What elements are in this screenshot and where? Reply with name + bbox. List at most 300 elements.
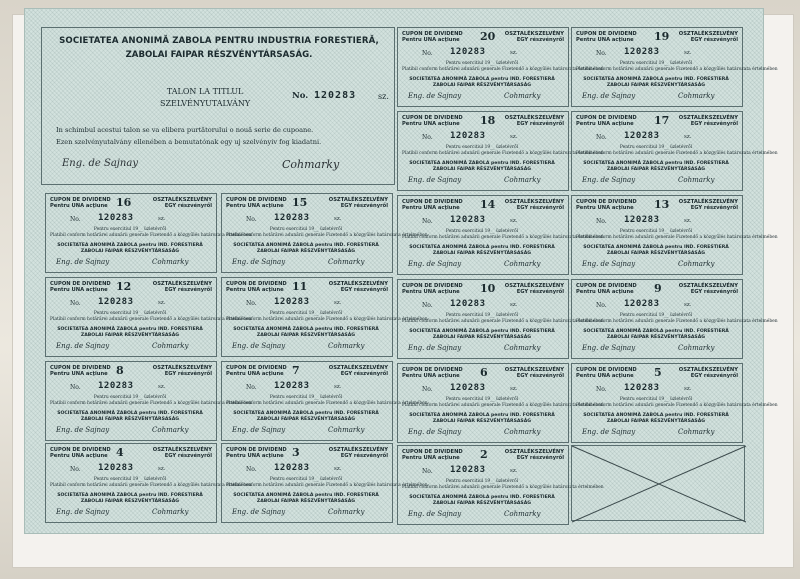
coupon-signature-1: Eng. de Sajnay	[232, 508, 286, 516]
coupon-payable-line: Platibil conform hotărârei adunării generale Fizetendő a közgyűlés határozata értelmében	[226, 401, 428, 406]
coupon-header-ro-line2: Pentru UNA acţiune	[226, 203, 284, 209]
coupon-payable-line: Platibil conform hotărârei adunării generale Fizetendő a közgyűlés határozata értelmében	[402, 485, 604, 490]
coupon-company-hu: ZABOLAI FAIPAR RÉSZVÉNYTÁRSASÁG	[256, 249, 356, 254]
coupon-serial-number: 120283	[624, 299, 660, 309]
coupon-header-ro-line1: CUPON DE DIVIDEND	[402, 199, 463, 205]
coupon-header-hu-line2: EGY részvényről	[690, 373, 738, 379]
coupon-payable-line: Platibil conform hotărârei adunării generale Fizetendő a közgyűlés határozata értelmében	[402, 67, 604, 72]
coupon-header-hu-line2: EGY részvényről	[340, 287, 388, 293]
coupon-number: 10	[480, 282, 496, 295]
coupon-header-hu	[153, 197, 212, 209]
coupon-exercise-line: Pentru exercitiul 19__ üzletévről	[619, 61, 693, 66]
coupon-header-hu-line2: EGY részvényről	[164, 453, 212, 459]
coupon-header-hu-line2: EGY részvényről	[340, 453, 388, 459]
coupon-sz: sz.	[684, 302, 692, 308]
coupon-company-hu: ZABOLAI FAIPAR RÉSZVÉNYTÁRSASÁG	[432, 167, 532, 172]
coupon-company-hu: ZABOLAI FAIPAR RÉSZVÉNYTÁRSASÁG	[432, 335, 532, 340]
coupon-number: 3	[292, 446, 300, 459]
coupon-header-hu-line2: EGY részvényről	[516, 205, 564, 211]
coupon-header-ro-line2: Pentru UNA acţiune	[576, 37, 634, 43]
coupon-payable-line: Platibil conform hotărârei adunării generale Fizetendő a közgyűlés határozata értelmében	[226, 483, 428, 488]
coupon-header-hu	[679, 283, 738, 295]
coupon-sz: sz.	[158, 216, 166, 222]
coupon-signature-1: Eng. de Sajnay	[56, 426, 110, 434]
coupon-company-ro: SOCIETATEA ANONIMĂ ZABOLA pentru IND. FORESTIERĂ	[233, 411, 379, 416]
coupon-exercise-line: Pentru exercitiul 19__ üzletévről	[445, 397, 519, 402]
coupon-sz: sz.	[334, 384, 342, 390]
coupon-serial-number: 120283	[450, 465, 486, 475]
coupon-header-hu-line1: OSZTALÉKSZELVÉNY	[504, 367, 564, 373]
coupon-signature-1: Eng. de Sajnay	[232, 342, 286, 350]
coupon-header-hu-line1: OSZTALÉKSZELVÉNY	[504, 115, 564, 121]
coupon-header-hu	[329, 365, 388, 377]
coupon-signature-2: Cohmarky	[678, 92, 715, 100]
coupon-header-ro	[402, 283, 463, 295]
coupon-header-hu-line1: OSZTALÉKSZELVÉNY	[504, 449, 564, 455]
coupon-header-ro	[50, 365, 111, 377]
talon-text-ro: In schimbul acestui talon se va elibera purtătorului o nouă serie de cupoane.	[56, 126, 314, 134]
coupon-header-ro	[576, 115, 637, 127]
coupon-number: 13	[654, 198, 670, 211]
coupon-no-label: No.	[422, 218, 433, 225]
coupon-header-ro	[576, 283, 637, 295]
coupon-signature-1: Eng. de Sajnay	[408, 260, 462, 268]
coupon-header-ro-line2: Pentru UNA acţiune	[402, 205, 460, 211]
coupon-company-ro: SOCIETATEA ANONIMĂ ZABOLA pentru IND. FORESTIERĂ	[409, 329, 555, 334]
coupon-signature-1: Eng. de Sajnay	[582, 92, 636, 100]
coupon-header-hu-line2: EGY részvényről	[164, 287, 212, 293]
coupon-header-ro-line2: Pentru UNA acţiune	[576, 121, 634, 127]
coupon-signature-1: Eng. de Sajnay	[232, 426, 286, 434]
coupon-header-ro-line2: Pentru UNA acţiune	[402, 455, 460, 461]
coupon-14	[397, 195, 604, 275]
coupon-number: 7	[292, 364, 300, 377]
coupon-no-label: No.	[596, 50, 607, 57]
coupon-number: 6	[480, 366, 488, 379]
talon-serial-number: 120283	[314, 90, 357, 101]
coupon-serial-number: 120283	[450, 131, 486, 141]
coupon-header-hu-line1: OSZTALÉKSZELVÉNY	[152, 281, 212, 287]
coupon-company-hu: ZABOLAI FAIPAR RÉSZVÉNYTÁRSASÁG	[606, 83, 706, 88]
coupon-header-hu-line1: OSZTALÉKSZELVÉNY	[328, 197, 388, 203]
coupon-header-hu-line1: OSZTALÉKSZELVÉNY	[152, 365, 212, 371]
coupon-no-label: No.	[70, 216, 81, 223]
coupon-serial-number: 120283	[274, 381, 310, 391]
coupon-payable-line: Platibil conform hotărârei adunării generale Fizetendő a közgyűlés határozata értelmében	[50, 401, 252, 406]
coupon-company-ro: SOCIETATEA ANONIMĂ ZABOLA pentru IND. FORESTIERĂ	[583, 161, 729, 166]
coupon-header-hu-line1: OSZTALÉKSZELVÉNY	[678, 115, 738, 121]
void-cancelled-box	[571, 445, 745, 521]
coupon-sz: sz.	[510, 386, 518, 392]
coupon-signature-1: Eng. de Sajnay	[56, 258, 110, 266]
coupon-exercise-line: Pentru exercitiul 19__ üzletévről	[619, 397, 693, 402]
coupon-company-hu: ZABOLAI FAIPAR RÉSZVÉNYTÁRSASÁG	[606, 167, 706, 172]
coupon-sz: sz.	[510, 302, 518, 308]
coupon-signature-1: Eng. de Sajnay	[408, 510, 462, 518]
coupon-header-hu	[329, 447, 388, 459]
coupon-header-ro-line1: CUPON DE DIVIDEND	[576, 283, 637, 289]
coupon-header-ro	[226, 365, 287, 377]
coupon-header-hu-line2: EGY részvényről	[516, 37, 564, 43]
coupon-header-ro	[402, 449, 463, 461]
coupon-header-hu-line2: EGY részvényről	[516, 455, 564, 461]
coupon-company-ro: SOCIETATEA ANONIMĂ ZABOLA pentru IND. FORESTIERĂ	[233, 493, 379, 498]
coupon-header-ro-line1: CUPON DE DIVIDEND	[50, 197, 111, 203]
coupon-signature-2: Cohmarky	[152, 342, 189, 350]
coupon-company-ro: SOCIETATEA ANONIMĂ ZABOLA pentru IND. FORESTIERĂ	[583, 245, 729, 250]
coupon-signature-1: Eng. de Sajnay	[56, 508, 110, 516]
coupon-signature-2: Cohmarky	[678, 176, 715, 184]
coupon-no-label: No.	[70, 384, 81, 391]
coupon-sz: sz.	[510, 218, 518, 224]
coupon-header-hu	[329, 281, 388, 293]
coupon-company-ro: SOCIETATEA ANONIMĂ ZABOLA pentru IND. FORESTIERĂ	[409, 77, 555, 82]
coupon-exercise-line: Pentru exercitiul 19__ üzletévről	[93, 395, 167, 400]
coupon-signature-2: Cohmarky	[678, 428, 715, 436]
coupon-company-ro: SOCIETATEA ANONIMĂ ZABOLA pentru IND. FORESTIERĂ	[57, 493, 203, 498]
coupon-company-hu: ZABOLAI FAIPAR RÉSZVÉNYTÁRSASÁG	[80, 417, 180, 422]
coupon-signature-2: Cohmarky	[328, 342, 365, 350]
coupon-header-ro-line1: CUPON DE DIVIDEND	[576, 367, 637, 373]
coupon-header-hu-line1: OSZTALÉKSZELVÉNY	[678, 199, 738, 205]
coupon-header-ro	[226, 447, 287, 459]
coupon-exercise-line: Pentru exercitiul 19__ üzletévről	[445, 313, 519, 318]
coupon-serial-number: 120283	[450, 383, 486, 393]
talon-signature-1: Eng. de Sajnay	[62, 158, 138, 169]
coupon-7	[221, 361, 428, 441]
coupon-number: 16	[116, 196, 132, 209]
coupon-company-hu: ZABOLAI FAIPAR RÉSZVÉNYTÁRSASÁG	[80, 249, 180, 254]
coupon-header-ro-line2: Pentru UNA acţiune	[576, 205, 634, 211]
coupon-header-ro	[402, 367, 463, 379]
coupon-payable-line: Platibil conform hotărârei adunării generale Fizetendő a közgyűlés határozata értelmében	[402, 403, 604, 408]
coupon-header-hu-line1: OSZTALÉKSZELVÉNY	[328, 365, 388, 371]
coupon-header-hu	[505, 283, 564, 295]
coupon-signature-1: Eng. de Sajnay	[56, 342, 110, 350]
coupon-company-hu: ZABOLAI FAIPAR RÉSZVÉNYTÁRSASÁG	[432, 419, 532, 424]
coupon-sz: sz.	[158, 466, 166, 472]
coupon-no-label: No.	[596, 134, 607, 141]
coupon-exercise-line: Pentru exercitiul 19__ üzletévről	[619, 313, 693, 318]
coupon-header-hu-line2: EGY részvényről	[690, 37, 738, 43]
coupon-number: 8	[116, 364, 124, 377]
coupon-payable-line: Platibil conform hotărârei adunării generale Fizetendő a közgyűlés határozata értelmében	[226, 233, 428, 238]
coupon-exercise-line: Pentru exercitiul 19__ üzletévről	[269, 311, 343, 316]
coupon-header-ro	[576, 199, 637, 211]
coupon-sz: sz.	[158, 300, 166, 306]
coupon-company-ro: SOCIETATEA ANONIMĂ ZABOLA pentru IND. FORESTIERĂ	[409, 495, 555, 500]
coupon-header-ro-line1: CUPON DE DIVIDEND	[402, 31, 463, 37]
coupon-header-ro-line2: Pentru UNA acţiune	[402, 289, 460, 295]
coupon-serial-number: 120283	[98, 381, 134, 391]
coupon-header-ro-line1: CUPON DE DIVIDEND	[226, 197, 287, 203]
talon-block	[41, 27, 395, 185]
coupon-company-hu: ZABOLAI FAIPAR RÉSZVÉNYTÁRSASÁG	[256, 333, 356, 338]
coupon-number: 17	[654, 114, 670, 127]
coupon-serial-number: 120283	[624, 215, 660, 225]
coupon-payable-line: Platibil conform hotărârei adunării generale Fizetendő a közgyűlés határozata értelmében	[576, 151, 778, 156]
coupon-header-hu-line2: EGY részvényről	[164, 371, 212, 377]
coupon-company-ro: SOCIETATEA ANONIMĂ ZABOLA pentru IND. FORESTIERĂ	[409, 413, 555, 418]
coupon-header-ro	[576, 367, 637, 379]
coupon-signature-2: Cohmarky	[504, 428, 541, 436]
coupon-no-label: No.	[422, 468, 433, 475]
talon-title-hu: SZELVÉNYUTALVÁNY	[160, 99, 251, 108]
coupon-no-label: No.	[422, 50, 433, 57]
coupon-header-hu-line2: EGY részvényről	[340, 203, 388, 209]
coupon-header-hu	[153, 447, 212, 459]
coupon-signature-2: Cohmarky	[678, 260, 715, 268]
coupon-sz: sz.	[684, 134, 692, 140]
coupon-signature-2: Cohmarky	[152, 426, 189, 434]
coupon-header-hu-line1: OSZTALÉKSZELVÉNY	[328, 447, 388, 453]
coupon-sz: sz.	[510, 134, 518, 140]
talon-title-ro: TALON LA TITLUL	[166, 87, 244, 96]
coupon-number: 15	[292, 196, 308, 209]
coupon-9	[571, 279, 778, 359]
coupon-company-hu: ZABOLAI FAIPAR RÉSZVÉNYTÁRSASÁG	[606, 335, 706, 340]
coupon-header-ro-line2: Pentru UNA acţiune	[50, 453, 108, 459]
coupon-signature-1: Eng. de Sajnay	[582, 176, 636, 184]
coupon-number: 12	[116, 280, 132, 293]
company-name-hu: ZABOLAI FAIPAR RÉSZVÉNYTÁRSASÁG.	[125, 50, 313, 60]
coupon-payable-line: Platibil conform hotărârei adunării generale Fizetendő a közgyűlés határozata értelmében	[402, 235, 604, 240]
coupon-signature-1: Eng. de Sajnay	[408, 428, 462, 436]
coupon-signature-2: Cohmarky	[504, 344, 541, 352]
coupon-header-hu-line2: EGY részvényről	[516, 121, 564, 127]
coupon-header-ro	[50, 281, 111, 293]
coupon-header-ro	[402, 115, 463, 127]
coupon-exercise-line: Pentru exercitiul 19__ üzletévről	[269, 395, 343, 400]
coupon-sz: sz.	[684, 386, 692, 392]
coupon-payable-line: Platibil conform hotărârei adunării generale Fizetendő a közgyűlés határozata értelmében	[576, 403, 778, 408]
coupon-header-hu-line2: EGY részvényről	[690, 289, 738, 295]
coupon-header-ro-line1: CUPON DE DIVIDEND	[226, 281, 287, 287]
coupon-payable-line: Platibil conform hotărârei adunării generale Fizetendő a közgyűlés határozata értelmében	[576, 319, 778, 324]
coupon-number: 20	[480, 30, 496, 43]
coupon-company-ro: SOCIETATEA ANONIMĂ ZABOLA pentru IND. FORESTIERĂ	[57, 243, 203, 248]
coupon-company-hu: ZABOLAI FAIPAR RÉSZVÉNYTÁRSASÁG	[256, 499, 356, 504]
coupon-header-ro-line1: CUPON DE DIVIDEND	[402, 449, 463, 455]
coupon-header-ro-line2: Pentru UNA acţiune	[576, 289, 634, 295]
coupon-5	[571, 363, 778, 443]
coupon-header-ro-line1: CUPON DE DIVIDEND	[50, 365, 111, 371]
coupon-signature-2: Cohmarky	[328, 426, 365, 434]
coupon-header-ro-line1: CUPON DE DIVIDEND	[402, 283, 463, 289]
coupon-sz: sz.	[510, 468, 518, 474]
coupon-no-label: No.	[246, 384, 257, 391]
coupon-company-hu: ZABOLAI FAIPAR RÉSZVÉNYTÁRSASÁG	[606, 419, 706, 424]
coupon-company-hu: ZABOLAI FAIPAR RÉSZVÉNYTÁRSASÁG	[80, 333, 180, 338]
coupon-no-label: No.	[596, 386, 607, 393]
coupon-company-ro: SOCIETATEA ANONIMĂ ZABOLA pentru IND. FORESTIERĂ	[57, 327, 203, 332]
coupon-header-hu	[153, 365, 212, 377]
coupon-header-hu-line1: OSZTALÉKSZELVÉNY	[504, 283, 564, 289]
coupon-signature-2: Cohmarky	[152, 258, 189, 266]
coupon-17	[571, 111, 778, 191]
coupon-signature-1: Eng. de Sajnay	[408, 92, 462, 100]
coupon-serial-number: 120283	[98, 463, 134, 473]
coupon-company-hu: ZABOLAI FAIPAR RÉSZVÉNYTÁRSASÁG	[606, 251, 706, 256]
coupon-header-hu	[679, 31, 738, 43]
coupon-header-ro-line1: CUPON DE DIVIDEND	[226, 447, 287, 453]
coupon-header-hu	[679, 199, 738, 211]
coupon-header-hu	[153, 281, 212, 293]
coupon-no-label: No.	[422, 386, 433, 393]
coupon-number: 18	[480, 114, 496, 127]
coupon-header-ro-line1: CUPON DE DIVIDEND	[576, 199, 637, 205]
coupon-header-ro-line2: Pentru UNA acţiune	[576, 373, 634, 379]
coupon-signature-1: Eng. de Sajnay	[582, 428, 636, 436]
coupon-exercise-line: Pentru exercitiul 19__ üzletévről	[93, 227, 167, 232]
coupon-header-ro-line2: Pentru UNA acţiune	[50, 287, 108, 293]
coupon-no-label: No.	[70, 466, 81, 473]
coupon-serial-number: 120283	[98, 213, 134, 223]
talon-number-label: No.	[292, 91, 309, 101]
coupon-company-hu: ZABOLAI FAIPAR RÉSZVÉNYTÁRSASÁG	[432, 501, 532, 506]
coupon-sz: sz.	[334, 216, 342, 222]
coupon-serial-number: 120283	[624, 47, 660, 57]
coupon-exercise-line: Pentru exercitiul 19__ üzletévről	[93, 311, 167, 316]
coupon-sz: sz.	[684, 218, 692, 224]
coupon-payable-line: Platibil conform hotărârei adunării generale Fizetendő a közgyűlés határozata értelmében	[402, 319, 604, 324]
coupon-company-ro: SOCIETATEA ANONIMĂ ZABOLA pentru IND. FORESTIERĂ	[409, 161, 555, 166]
coupon-header-ro	[50, 447, 111, 459]
coupon-exercise-line: Pentru exercitiul 19__ üzletévről	[93, 477, 167, 482]
coupon-header-hu	[679, 115, 738, 127]
coupon-exercise-line: Pentru exercitiul 19__ üzletévről	[445, 229, 519, 234]
coupon-19	[571, 27, 778, 107]
coupon-header-hu	[505, 115, 564, 127]
coupon-header-hu-line2: EGY részvényről	[516, 373, 564, 379]
coupon-signature-2: Cohmarky	[504, 176, 541, 184]
coupon-header-hu-line2: EGY részvényről	[164, 203, 212, 209]
coupon-header-hu-line1: OSZTALÉKSZELVÉNY	[152, 447, 212, 453]
coupon-signature-1: Eng. de Sajnay	[582, 260, 636, 268]
coupon-serial-number: 120283	[274, 213, 310, 223]
coupon-signature-1: Eng. de Sajnay	[408, 344, 462, 352]
coupon-signature-2: Cohmarky	[678, 344, 715, 352]
coupon-header-hu-line1: OSZTALÉKSZELVÉNY	[152, 197, 212, 203]
coupon-payable-line: Platibil conform hotărârei adunării generale Fizetendő a közgyűlés határozata értelmében	[226, 317, 428, 322]
coupon-16	[45, 193, 252, 273]
coupon-header-hu	[329, 197, 388, 209]
coupon-sz: sz.	[158, 384, 166, 390]
coupon-signature-2: Cohmarky	[152, 508, 189, 516]
coupon-header-ro	[50, 197, 111, 209]
coupon-header-ro-line2: Pentru UNA acţiune	[402, 373, 460, 379]
coupon-serial-number: 120283	[274, 297, 310, 307]
coupon-number: 11	[292, 280, 308, 293]
coupon-header-hu	[505, 31, 564, 43]
coupon-20	[397, 27, 604, 107]
coupon-company-ro: SOCIETATEA ANONIMĂ ZABOLA pentru IND. FORESTIERĂ	[583, 77, 729, 82]
coupon-company-ro: SOCIETATEA ANONIMĂ ZABOLA pentru IND. FORESTIERĂ	[233, 243, 379, 248]
coupon-header-ro-line2: Pentru UNA acţiune	[226, 287, 284, 293]
coupon-6	[397, 363, 604, 443]
coupon-sz: sz.	[510, 50, 518, 56]
coupon-no-label: No.	[596, 302, 607, 309]
coupon-header-hu-line2: EGY részvényről	[516, 289, 564, 295]
coupon-header-ro-line1: CUPON DE DIVIDEND	[576, 115, 637, 121]
talon-text-hu: Ezen szelvényutalvány ellenében a bemutatónak egy uj szelvényiv fog kiadatni.	[56, 138, 322, 146]
coupon-header-hu	[505, 199, 564, 211]
coupon-signature-1: Eng. de Sajnay	[582, 344, 636, 352]
coupon-no-label: No.	[246, 216, 257, 223]
talon-title	[160, 86, 250, 110]
coupon-exercise-line: Pentru exercitiul 19__ üzletévről	[269, 477, 343, 482]
coupon-number: 9	[654, 282, 662, 295]
coupon-header-ro-line2: Pentru UNA acţiune	[50, 371, 108, 377]
coupon-header-ro-line2: Pentru UNA acţiune	[402, 121, 460, 127]
coupon-serial-number: 120283	[450, 215, 486, 225]
coupon-number: 2	[480, 448, 488, 461]
coupon-payable-line: Platibil conform hotărârei adunării generale Fizetendő a közgyűlés határozata értelmében	[50, 233, 252, 238]
coupon-signature-2: Cohmarky	[328, 508, 365, 516]
coupon-serial-number: 120283	[624, 131, 660, 141]
coupon-serial-number: 120283	[450, 299, 486, 309]
coupon-no-label: No.	[596, 218, 607, 225]
coupon-header-hu-line1: OSZTALÉKSZELVÉNY	[504, 199, 564, 205]
coupon-11	[221, 277, 428, 357]
coupon-4	[45, 443, 252, 523]
coupon-sz: sz.	[334, 466, 342, 472]
coupon-number: 19	[654, 30, 670, 43]
coupon-header-hu	[505, 367, 564, 379]
coupon-header-ro-line1: CUPON DE DIVIDEND	[576, 31, 637, 37]
coupon-header-hu	[505, 449, 564, 461]
coupon-company-ro: SOCIETATEA ANONIMĂ ZABOLA pentru IND. FORESTIERĂ	[583, 329, 729, 334]
coupon-8	[45, 361, 252, 441]
coupon-company-ro: SOCIETATEA ANONIMĂ ZABOLA pentru IND. FORESTIERĂ	[233, 327, 379, 332]
coupon-exercise-line: Pentru exercitiul 19__ üzletévről	[445, 61, 519, 66]
coupon-company-hu: ZABOLAI FAIPAR RÉSZVÉNYTÁRSASÁG	[432, 83, 532, 88]
coupon-number: 4	[116, 446, 124, 459]
coupon-header-ro-line1: CUPON DE DIVIDEND	[402, 367, 463, 373]
coupon-sz: sz.	[334, 300, 342, 306]
coupon-no-label: No.	[422, 134, 433, 141]
coupon-header-ro-line1: CUPON DE DIVIDEND	[226, 365, 287, 371]
coupon-serial-number: 120283	[98, 297, 134, 307]
coupon-serial-number: 120283	[450, 47, 486, 57]
coupon-company-ro: SOCIETATEA ANONIMĂ ZABOLA pentru IND. FORESTIERĂ	[409, 245, 555, 250]
coupon-18	[397, 111, 604, 191]
coupon-signature-2: Cohmarky	[504, 92, 541, 100]
coupon-exercise-line: Pentru exercitiul 19__ üzletévről	[445, 145, 519, 150]
coupon-serial-number: 120283	[624, 383, 660, 393]
coupon-no-label: No.	[422, 302, 433, 309]
coupon-signature-2: Cohmarky	[504, 510, 541, 518]
coupon-exercise-line: Pentru exercitiul 19__ üzletévről	[619, 229, 693, 234]
coupon-header-ro-line2: Pentru UNA acţiune	[402, 37, 460, 43]
coupon-header-ro-line1: CUPON DE DIVIDEND	[50, 281, 111, 287]
coupon-signature-2: Cohmarky	[504, 260, 541, 268]
coupon-10	[397, 279, 604, 359]
coupon-company-hu: ZABOLAI FAIPAR RÉSZVÉNYTÁRSASÁG	[80, 499, 180, 504]
coupon-signature-1: Eng. de Sajnay	[408, 176, 462, 184]
coupon-3	[221, 443, 428, 523]
company-name-ro: SOCIETATEA ANONIMĂ ZABOLA PENTRU INDUSTRIA FORESTIERĂ,	[59, 36, 379, 46]
coupon-company-ro: SOCIETATEA ANONIMĂ ZABOLA pentru IND. FORESTIERĂ	[583, 413, 729, 418]
coupon-header-hu	[679, 367, 738, 379]
coupon-no-label: No.	[70, 300, 81, 307]
coupon-header-ro-line1: CUPON DE DIVIDEND	[402, 115, 463, 121]
coupon-payable-line: Platibil conform hotărârei adunării generale Fizetendő a közgyűlés határozata értelmében	[576, 67, 778, 72]
coupon-header-hu-line1: OSZTALÉKSZELVÉNY	[328, 281, 388, 287]
coupon-number: 5	[654, 366, 662, 379]
cross-out-mark	[572, 446, 746, 522]
coupon-header-hu-line2: EGY részvényről	[690, 121, 738, 127]
